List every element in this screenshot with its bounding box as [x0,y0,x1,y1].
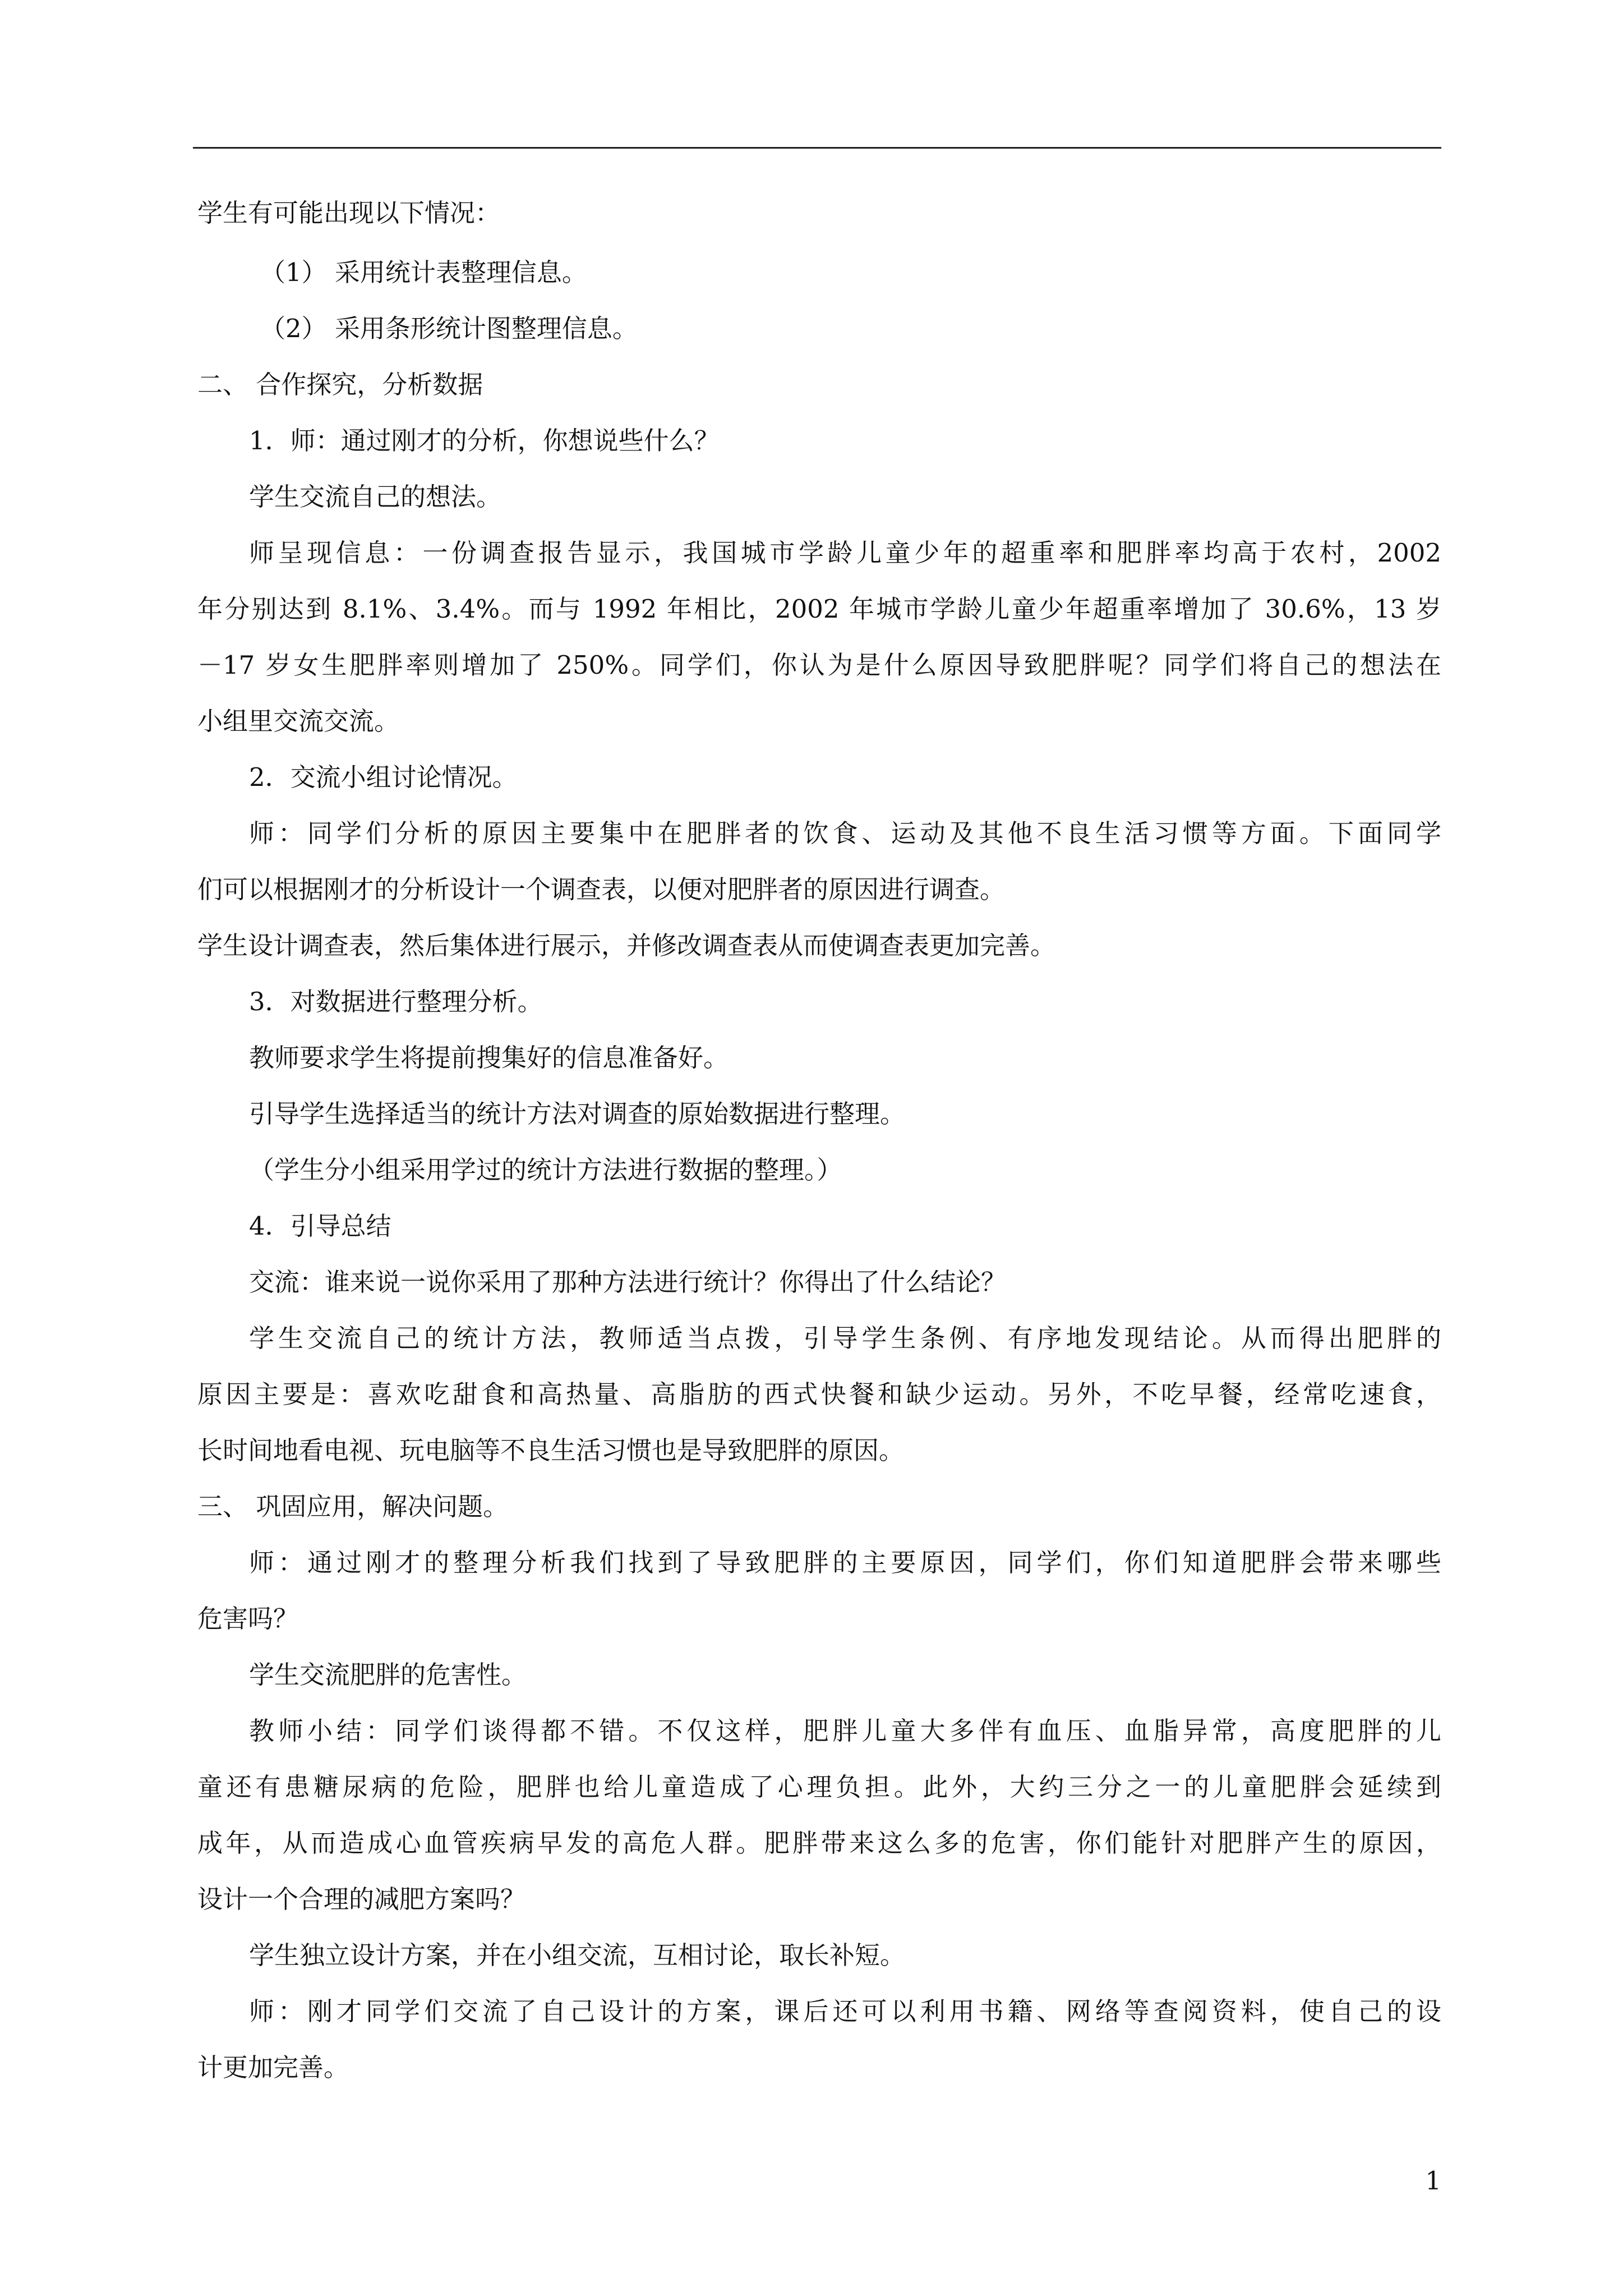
body-line: 交流：谁来说一说你采用了那种方法进行统计？你得出了什么结论？ [249,1267,1007,1297]
body-line: 师：刚才同学们交流了自己设计的方案，课后还可以利用书籍、网络等查阅资料，使自己的设 [249,1996,1441,2026]
body-line: 危害吗？ [197,1604,299,1634]
body-line: 成年，从而造成心血管疾病早发的高危人群。肥胖带来这么多的危害，你们能针对肥胖产生的原因， [197,1828,1441,1858]
step-heading-3: 3．对数据进行整理分析。 [249,987,543,1016]
body-line: 学生交流自己的统计方法，教师适当点拨，引导学生条例、有序地发现结论。从而得出肥胖的 [249,1323,1441,1353]
step-heading-2: 2．交流小组讨论情况。 [249,762,518,792]
body-line: 们可以根据刚才的分析设计一个调查表，以便对肥胖者的原因进行调查。 [197,875,1006,904]
body-line: 年分别达到 8.1%、3.4%。而与 1992 年相比，2002 年城市学龄儿童少年超重率增加了 30.6%，13 岁 [197,594,1441,624]
body-line: 童还有患糖尿病的危险，肥胖也给儿童造成了心理负担。此外，大约三分之一的儿童肥胖会延续到 [197,1772,1441,1802]
body-line: 学生交流肥胖的危害性。 [249,1660,527,1690]
step-heading-1: 1．师：通过刚才的分析，你想说些什么？ [249,426,720,455]
body-line: 学生设计调查表，然后集体进行展示，并修改调查表从而使调查表更加完善。 [197,931,1056,960]
list-item-2: （2） 采用条形统计图整理信息。 [260,314,638,343]
section-heading-2: 二、 合作探究，分析数据 [197,370,483,399]
body-line: 计更加完善。 [197,2053,349,2082]
body-line: （学生分小组采用学过的统计方法进行数据的整理。） [249,1155,842,1185]
step-heading-4: 4．引导总结 [249,1211,391,1241]
list-item-1: （1） 采用统计表整理信息。 [260,257,587,287]
body-line: －17 岁女生肥胖率则增加了 250%。同学们，你认为是什么原因导致肥胖呢？同学们将自己的想法在 [197,650,1441,680]
body-line: 师：通过刚才的整理分析我们找到了导致肥胖的主要原因，同学们，你们知道肥胖会带来哪些 [249,1548,1441,1577]
body-line: 长时间地看电视、玩电脑等不良生活习惯也是导致肥胖的原因。 [197,1435,905,1465]
body-line: 教师要求学生将提前搜集好的信息准备好。 [249,1043,729,1073]
body-line: 学生交流自己的想法。 [249,482,502,512]
body-line: 师：同学们分析的原因主要集中在肥胖者的饮食、运动及其他不良生活习惯等方面。下面同学 [249,818,1441,848]
body-line: 设计一个合理的减肥方案吗？ [197,1884,526,1914]
body-line: 小组里交流交流。 [197,706,400,736]
body-line: 学生独立设计方案，并在小组交流，互相讨论，取长补短。 [249,1940,906,1970]
section-heading-3: 三、 巩固应用，解决问题。 [197,1492,509,1521]
body-line: 师呈现信息：一份调查报告显示，我国城市学龄儿童少年的超重率和肥胖率均高于农村，2002 [249,538,1441,568]
page-number: 1 [1425,2166,1441,2196]
header-rule [193,147,1441,149]
body-line: 教师小结：同学们谈得都不错。不仅这样，肥胖儿童大多伴有血压、血脂异常，高度肥胖的儿 [249,1716,1441,1746]
body-line: 学生有可能出现以下情况： [197,198,501,228]
body-line: 引导学生选择适当的统计方法对调查的原始数据进行整理。 [249,1099,906,1129]
body-line: 原因主要是：喜欢吃甜食和高热量、高脂肪的西式快餐和缺少运动。另外，不吃早餐，经常吃速食， [197,1379,1441,1409]
